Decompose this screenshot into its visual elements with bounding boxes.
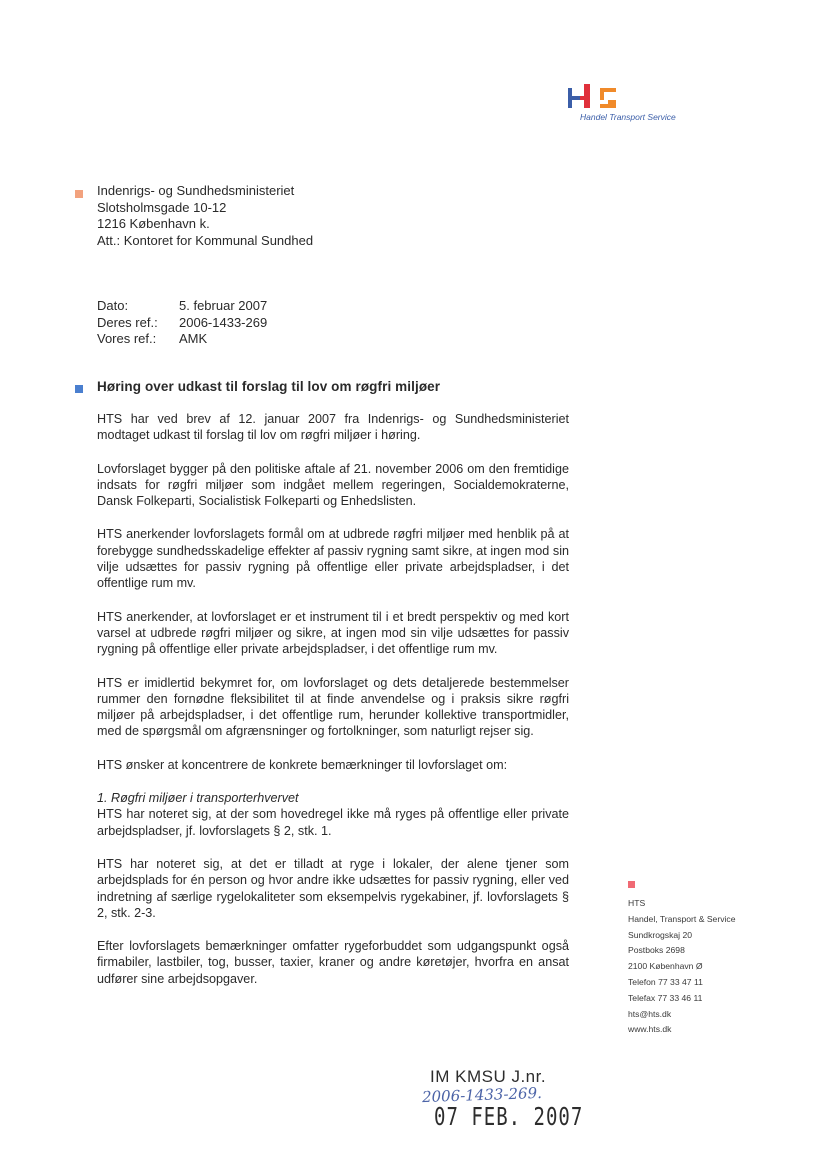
date-label: Dato: [97,298,129,313]
sender-web: www.hts.dk [628,1024,672,1035]
logo-letter-s-bottom [600,104,608,108]
logo-letter-s-top [600,88,616,92]
logo-tagline: Handel Transport Service [580,112,676,122]
date-row [97,298,267,315]
body-paragraph: Efter lovforslagets bemærkninger omfatter rygeforbuddet som udgangspunkt også firmabiler, lastbiler, tog, busser, taxier, kraner og andre køretøjer, hvorfra en ansat udfører sine arbejdsopgaver. [97,939,569,986]
their-ref-label: Deres ref.: [97,314,158,330]
body-paragraph: HTS har ved brev af 12. januar 2007 fra Indenrigs- og Sundhedsministeriet modtaget udkast til forslag til lov om røgfri miljøer i høring. [97,412,569,443]
received-stamp [421,1067,620,1157]
logo-letter-s-mid [600,92,604,100]
our-ref-value: AMK [179,331,208,346]
sender-city: 2100 København Ø [628,961,703,972]
our-ref-label: Vores ref.: [97,331,157,346]
body-paragraph: HTS har noteret sig, at der som hovedregel ikke må ryges på offentlige eller private arbejdspladser, jf. lovforslagets § 2, stk. 1. [97,807,569,838]
sender-fax: Telefax 77 33 46 11 [628,992,703,1003]
reference-block [97,298,267,348]
sender-street: Sundkrogskaj 20 [628,929,693,940]
stamp-date: 07 FEB. 2007 [434,1103,584,1132]
stamp-handwritten-number: 2006-1433-269. [421,1083,543,1107]
sender-full-name: Handel, Transport & Service [628,913,736,924]
address-bullet-icon [75,190,83,198]
section-heading: 1. Røgfri miljøer i transporterhvervet [97,791,299,806]
body-paragraph: HTS anerkender lovforslagets formål om at udbrede røgfri miljøer med henblik på at forebygge sundhedsskadelige effekter af passiv rygning samt sikre, at ingen mod sin vilje udsættes for passiv rygning på offentlige eller private arbejdspladser, i det offentlige rum mv. [97,527,569,591]
body-paragraph: HTS ønsker at koncentrere de konkrete bemærkninger til lovforslaget om: [97,757,508,772]
address-line: 1216 København k. [97,216,210,231]
logo-letter-s-low [608,100,616,108]
our-ref-row [97,331,267,348]
body-paragraph: Lovforslaget bygger på den politiske aftale af 21. november 2006 om den fremtidige indsats for røgfri miljøer som indgået mellem regeringen, Socialdemokraterne, Dansk Folkeparti, Socialistisk Folkeparti og Enhedslisten. [97,461,569,509]
logo-letter-h-bar [572,96,580,100]
hts-logo [562,80,692,130]
stamp-journal-label: IM KMSU J.nr. [430,1067,547,1086]
sender-name: HTS [628,898,646,908]
letter-body [97,411,569,987]
letter-subject: Høring over udkast til forslag til lov om røgfri miljøer [97,379,441,394]
their-ref-row [97,315,267,332]
body-paragraph: HTS har noteret sig, at det er tilladt at ryge i lokaler, der alene tjener som arbejdsplads for én person og hvor andre ikke udsættes for passiv rygning, eller ved indretning af særlige rygelokaliteter som eksempelvis rygekabiner, jf. lovforslagets § 2, stk. 2-3. [97,856,569,920]
body-paragraph: HTS anerkender, at lovforslaget er et instrument til i et bredt perspektiv og med kort varsel at udbrede røgfri miljøer og sikre, at ingen mod sin vilje udsættes for passiv rygning på offentlige eller private arbejdspladser, i det offentlige rum mv. [97,609,569,657]
address-line: Indenrigs- og Sundhedsministeriet [97,183,295,198]
sender-phone: Telefon 77 33 47 11 [628,976,703,987]
logo-letter-t-bar [580,96,584,100]
their-ref-value: 2006-1433-269 [179,314,268,330]
hts-logo-mark [566,84,636,110]
subject-bullet-icon [75,385,83,393]
recipient-address [97,183,313,249]
sender-email: hts@hts.dk [628,1008,672,1019]
body-paragraph: HTS er imidlertid bekymret for, om lovforslaget og dets detaljerede bestemmelser rummer den fornødne fleksibilitet til at finde anvendelse og i praksis sikre røgfri miljøer på arbejdspladser, i det offentlige rum, herunder kollektive transportmidler, med de spørgsmål om afgrænsninger og fortolkninger, som naturligt rejser sig. [97,675,569,739]
logo-letter-h-left [568,88,572,108]
sender-contact-info [628,896,735,1038]
logo-letter-t-stem [584,84,590,108]
sender-pobox: Postboks 2698 [628,945,685,956]
address-line: Slotsholmsgade 10-12 [97,199,227,215]
sidebar-bullet-icon [628,881,635,888]
date-value: 5. februar 2007 [179,298,268,313]
address-line: Att.: Kontoret for Kommunal Sundhed [97,232,314,248]
